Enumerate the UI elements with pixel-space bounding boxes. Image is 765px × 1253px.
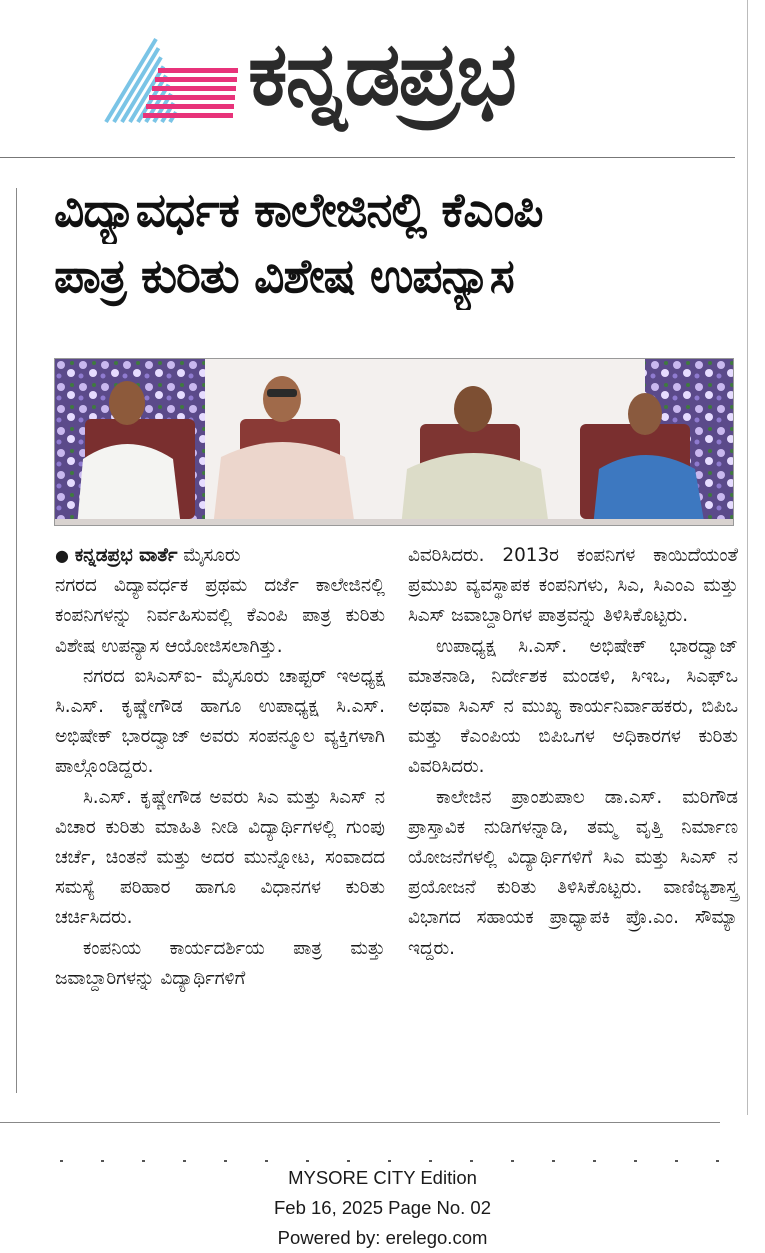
paragraph: ನಗರದ ವಿದ್ಯಾವರ್ಧಕ ಪ್ರಥಮ ದರ್ಜೆ ಕಾಲೇಜಿನಲ್ಲಿ ಕಂಪನಿಗಳನ್ನು ನಿರ್ವಹಿಸುವಲ್ಲಿ ಕೆಎಂಪಿ ಪಾತ್ರ ಕುರಿತು ವಿಶೇಷ ಉಪನ್ಯಾಸ ಆಯೋಜಿಸಲಾಗಿತ್ತು.	[55, 575, 385, 657]
paragraph: ವಿವರಿಸಿದರು. 2013ರ ಕಂಪನಿಗಳ ಕಾಯಿದೆಯಂತೆ ಪ್ರಮುಖ ವ್ಯವಸ್ಥಾಪಕ ಕಂಪನಿಗಳು, ಸಿಎ, ಸಿಎಂಎ ಮತ್ತು ಸಿಎಸ್ ಜವಾಬ್ದಾರಿಗಳ ಪಾತ್ರವನ್ನು ತಿಳಿಸಿಕೊಟ್ಟರು.	[408, 545, 738, 627]
headline-line-1: ವಿದ್ಯಾವರ್ಧಕ ಕಾಲೇಜಿನಲ್ಲಿ ಕೆಎಂಪಿ	[54, 183, 543, 238]
paragraph: ನಗರದ ಐಸಿಎಸ್ಐ- ಮೈಸೂರು ಚಾಪ್ಟರ್ ಇಅಧ್ಯಕ್ಷ ಸಿ.ಎಸ್. ಕೃಷ್ಣೇಗೌಡ ಹಾಗೂ ಉಪಾಧ್ಯಕ್ಷ ಸಿ.ಎಸ್. ಅಭಿಷೇಕ್ ಭಾರದ್ವಾಜ್ ಅವರು ಸಂಪನ್ಮೂಲ ವ್ಯಕ್ತಿಗಳಾಗಿ ಪಾಲ್ಗೊಂಡಿದ್ದರು.	[55, 665, 385, 778]
masthead-divider	[0, 157, 735, 158]
paragraph: ಕಂಪನಿಯ ಕಾರ್ಯದರ್ಶಿಯ ಪಾತ್ರ ಮತ್ತು ಜವಾಬ್ದಾರಿಗಳನ್ನು ವಿದ್ಯಾರ್ಥಿಗಳಿಗೆ	[55, 937, 385, 989]
article-headline	[54, 178, 734, 310]
footer-divider	[0, 1122, 720, 1123]
paragraph: ಸಿ.ಎಸ್. ಕೃಷ್ಣೇಗೌಡ ಅವರು ಸಿಎ ಮತ್ತು ಸಿಎಸ್ ನ ವಿಚಾರ ಕುರಿತು ಮಾಹಿತಿ ನೀಡಿ ವಿದ್ಯಾರ್ಥಿಗಳಲ್ಲಿ ಗುಂಪು ಚರ್ಚೆ, ಚಿಂತನೆ ಮತ್ತು ಅದರ ಮುನ್ನೋಟ, ಸಂವಾದದ ಸಮಸ್ಯೆ ಪರಿಹಾರ ಹಾಗೂ ವಿಧಾನಗಳ ಕುರಿತು ಚರ್ಚಿಸಿದರು.	[55, 786, 385, 929]
byline-bullet: ●	[55, 546, 69, 565]
edition-date-page: Feb 16, 2025 Page No. 02	[273, 1197, 492, 1218]
edition-footer	[0, 1163, 765, 1253]
byline-place: ಮೈಸೂರು	[183, 545, 241, 566]
headline-line-2: ಪಾತ್ರ ಕುರಿತು ವಿಶೇಷ ಉಪನ್ಯಾಸ	[54, 249, 514, 304]
right-page-border	[747, 0, 748, 1115]
byline	[55, 541, 385, 571]
powered-by-link[interactable]: Powered by: erelego.com	[277, 1227, 488, 1248]
article-column-left	[55, 541, 385, 994]
masthead	[0, 0, 765, 158]
event-photo-illustration	[55, 359, 734, 526]
paragraph: ಉಪಾಧ್ಯಕ್ಷ ಸಿ.ಎಸ್. ಅಭಿಷೇಕ್ ಭಾರದ್ವಾಜ್ ಮಾತನಾಡಿ, ನಿರ್ದೇಶಕ ಮಂಡಳಿ, ಸಿಇಒ, ಸಿಎಫ್ಒ ಅಥವಾ ಸಿಎಸ್ ನ ಮುಖ್ಯ ಕಾರ್ಯನಿರ್ವಾಹಕರು, ಬಿಪಿಒ ಮತ್ತು ಕೆಎಂಪಿಯ ಬಿಪಿಒಗಳ ಅಧಿಕಾರಗಳ ಕುರಿತು ವಿವರಿಸಿದರು.	[408, 635, 738, 778]
article-column-right	[408, 541, 738, 964]
article-photo	[54, 358, 734, 526]
left-column-border	[16, 188, 17, 1093]
paragraph: ಕಾಲೇಜಿನ ಪ್ರಾಂಶುಪಾಲ ಡಾ.ಎಸ್. ಮರಿಗೌಡ ಪ್ರಾಸ್ತಾವಿಕ ನುಡಿಗಳನ್ನಾಡಿ, ತಮ್ಮ ವೃತ್ತಿ ನಿರ್ಮಾಣ ಯೋಜನೆಗಳಲ್ಲಿ ವಿದ್ಯಾರ್ಥಿಗಳಿಗೆ ಸಿಎ ಮತ್ತು ಸಿಎಸ್ ನ ಪ್ರಯೋಜನೆ ಕುರಿತು ತಿಳಿಸಿಕೊಟ್ಟರು. ವಾಣಿಜ್ಯಶಾಸ್ತ್ರ ವಿಭಾಗದ ಸಹಾಯಕ ಪ್ರಾಧ್ಯಾಪಕಿ ಪ್ರೊ.ಎಂ. ಸೌಮ್ಯಾ ಇದ್ದರು.	[408, 786, 738, 959]
edition-name: MYSORE CITY Edition	[288, 1167, 477, 1188]
kannadaprabha-logo-icon	[100, 4, 240, 124]
byline-brand: ಕನ್ನಡಪ್ರಭ ವಾರ್ತೆ	[74, 545, 178, 566]
newspaper-logo-text: ಕನ್ನಡಪ್ರಭ	[248, 22, 515, 125]
